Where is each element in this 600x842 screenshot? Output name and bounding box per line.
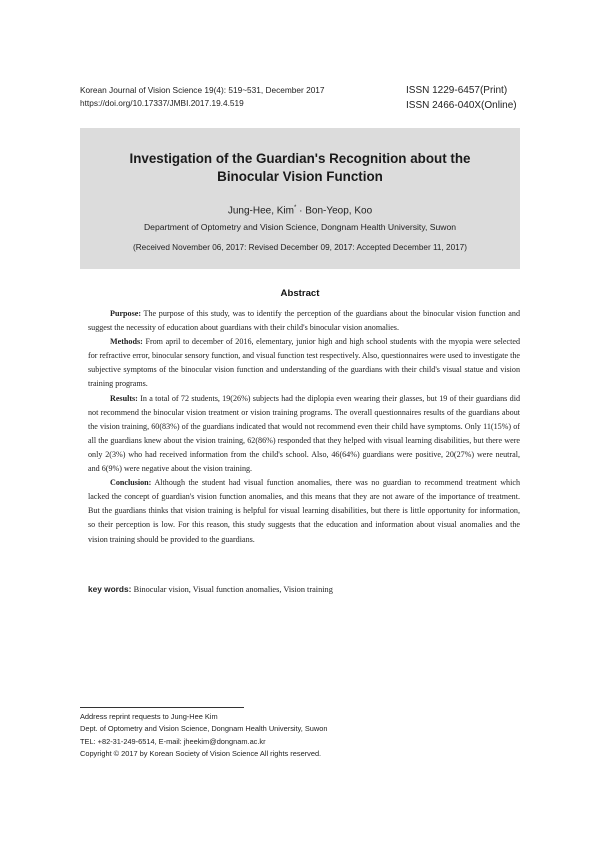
title-box [80, 128, 520, 269]
conclusion-label: Conclusion: [110, 478, 152, 488]
conclusion-text: Although the student had visual function anomalies, there was no guardian to recommend treatment which lacked the concept of guardian's vision function anomalies, and this means that they are not aware of the importance of treatment. But the guardians thinks that vision training is helpful for visual learning disabilities, but there is little opportunity for information, so their perception is low. For this reason, this study suggests that the education and information about visual anomalies and the vision training should be provided to the guardians. [88, 478, 520, 544]
methods-label: Methods: [110, 337, 143, 347]
purpose-text: The purpose of this study, was to identify the perception of the guardians about the binocular vision function and suggest the necessity of education about guardians with their child's binocular vision anomalies. [88, 309, 520, 333]
abstract-body [88, 307, 520, 547]
affiliation: Department of Optometry and Vision Science, Dongnam Health University, Suwon [143, 222, 457, 232]
purpose-label: Purpose: [110, 309, 142, 318]
received-dates: (Received November 06, 2017: Revised December 09, 2017: Accepted December 11, 2017) [133, 243, 467, 252]
journal-doi: https://doi.org/10.17337/JMBI.2017.19.4.519 [80, 98, 244, 108]
footnote-line2: Dept. of Optometry and Vision Science, Dongnam Health University, Suwon [80, 724, 328, 734]
paper-title-line2: Binocular Vision Function [217, 169, 383, 184]
keywords-value: Binocular vision, Visual function anomalies, Vision training [133, 585, 333, 594]
footnote [80, 711, 327, 761]
keywords-label: key words: [88, 584, 132, 594]
results-label: Results: [110, 393, 138, 403]
abstract-results [88, 392, 520, 477]
footnote-line4: Copyright © 2017 by Korean Society of Vision Science All rights reserved. [80, 749, 322, 759]
abstract-methods [88, 335, 520, 391]
keywords [88, 584, 333, 594]
footnote-line1: Address reprint requests to Jung-Hee Kim [80, 712, 218, 721]
footnote-divider [80, 707, 244, 708]
methods-text: From april to december of 2016, elementary, junior high and high school students with the myopia were selected for refractive error, binocular sensory function, and visual function test respectively. Also, questionnaires were used to investigate the subjective symptoms of the binocular vision function and understanding of the guardians with their child's visual statue and vision training programs. [88, 337, 520, 389]
footnote-line3: TEL: +82-31-249-6514, E-mail: jheekim@dongnam.ac.kr [80, 736, 266, 746]
author-second: Bon-Yeop, Koo [305, 205, 373, 217]
author-separator: · [296, 205, 306, 217]
author-list [80, 205, 520, 216]
corresponding-mark: * [293, 205, 297, 211]
issn-print: ISSN 1229-6457(Print) [406, 85, 508, 96]
issn-block [406, 83, 517, 113]
paper-title [80, 150, 520, 186]
issn-online: ISSN 2466-040X(Online) [406, 100, 517, 111]
journal-header [80, 84, 325, 110]
paper-title-line1: Investigation of the Guardian's Recognition about the [129, 151, 471, 166]
abstract-purpose [88, 307, 520, 335]
journal-citation: Korean Journal of Vision Science 19(4): 519~531, December 2017 [80, 85, 325, 95]
abstract-heading: Abstract [280, 288, 320, 299]
results-text: In a total of 72 students, 19(26%) subjects had the diplopia even wearing their glasses, but 19 of their guardians did not recommend the binocular vision treatment or vision training programs. The overall questionnaires results of the guardians about the vision training, 60(83%) of the guardians indicated that would not recommend even their child have symptoms. Only 11(15%) of all the guardians knew about the vision training, 62(86%) responded that they helped with visual learning disabilities, but there were only 2(3%) who had received information from the child's school. Also, 46(64%) guardians were positive, 20(27%) were neutral, and 6(9%) were negative about the vision training. [88, 393, 520, 474]
author-first: Jung-Hee, Kim [227, 205, 294, 217]
abstract-conclusion [88, 476, 520, 546]
